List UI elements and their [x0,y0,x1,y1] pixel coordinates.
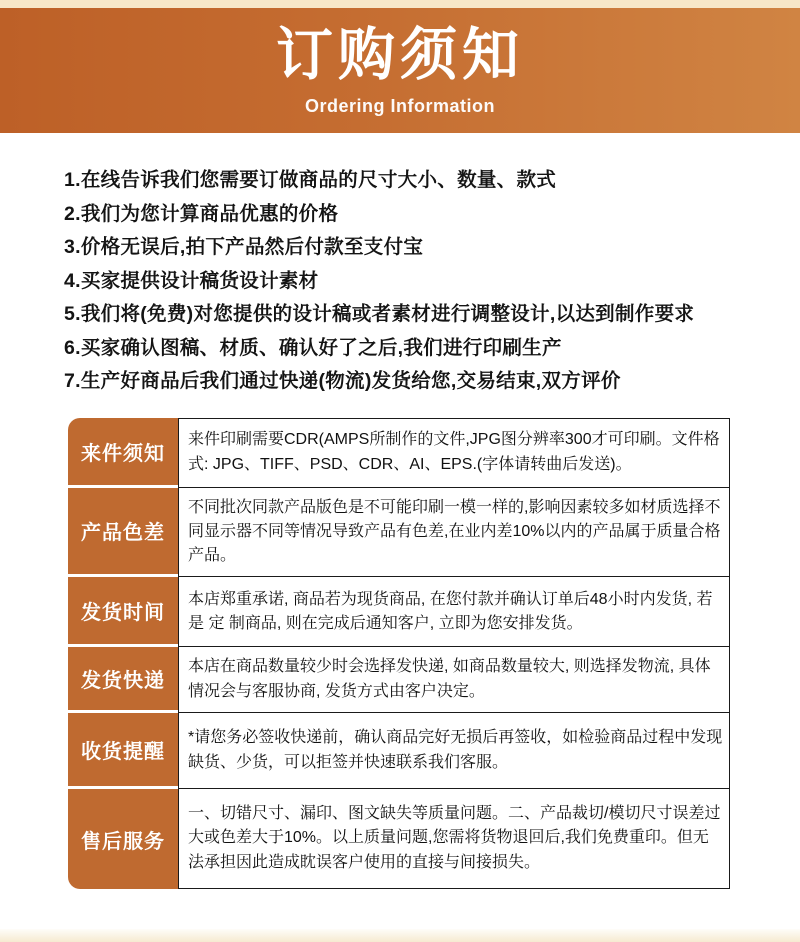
row-text-color-difference: 不同批次同款产品版色是不可能印刷一模一样的,影响因素较多如材质选择不同显示器不同等情况导致产品有色差,在业内差10%以内的产品属于质量合格产品。 [178,488,730,578]
step-item-4: 4.买家提供设计稿货设计素材 [64,269,319,292]
table-row [68,488,730,578]
row-label-shipping-courier: 发货快递 [68,647,178,713]
bottom-cream-strip [0,929,800,942]
step-item-2: 2.我们为您计算商品优惠的价格 [64,202,339,225]
top-cream-strip [0,0,800,8]
page-header-banner [0,8,800,133]
row-label-incoming-files: 来件须知 [68,418,178,488]
step-item-6: 6.买家确认图稿、材质、确认好了之后,我们进行印刷生产 [64,336,562,359]
page-title: 订购须知 [276,22,524,87]
row-text-after-sales-service: 一、切错尺寸、漏印、图文缺失等质量问题。二、产品裁切/模切尺寸误差过大或色差大于10%。以上质量问题,您需将货物退回后,我们免费重印。但无法承担因此造成眈误客户使用的直接与间接损失。 [178,789,730,889]
table-row [68,647,730,713]
table-row [68,577,730,647]
ordering-steps-list [64,164,770,399]
page-subtitle: Ordering Information [305,95,495,116]
row-text-shipping-time: 本店郑重承诺, 商品若为现货商品, 在您付款并确认订单后48小时内发货, 若 是 定 制商品, 则在完成后通知客户, 立即为您安排发货。 [178,577,730,647]
row-label-shipping-time: 发货时间 [68,577,178,647]
row-label-receipt-reminder: 收货提醒 [68,713,178,789]
row-label-after-sales-service: 售后服务 [68,789,178,889]
row-text-receipt-reminder: *请您务必签收快递前，确认商品完好无损后再签收，如检验商品过程中发现缺货、少货，可以拒签并快速联系我们客服。 [178,713,730,789]
step-item-3: 3.价格无误后,拍下产品然后付款至支付宝 [64,236,424,258]
table-row [68,713,730,789]
notice-table [68,418,730,890]
row-text-incoming-files: 来件印刷需要CDR(AMPS所制作的文件,JPG图分辨率300才可印刷。文件格式: JPG、TIFF、PSD、CDR、AI、EPS.(字体请转曲后发送)。 [178,418,730,488]
step-item-7: 7.生产好商品后我们通过快递(物流)发货给您,交易结束,双方评价 [64,370,621,392]
table-row [68,789,730,889]
table-row [68,418,730,488]
row-label-color-difference: 产品色差 [68,488,178,578]
step-item-5: 5.我们将(免费)对您提供的设计稿或者素材进行调整设计,以达到制作要求 [64,303,695,325]
row-text-shipping-courier: 本店在商品数量较少时会选择发快递, 如商品数量较大, 则选择发物流, 具体情况会与客服协商, 发货方式由客户决定。 [178,647,730,713]
step-item-1: 1.在线告诉我们您需要订做商品的尺寸大小、数量、款式 [64,169,557,191]
